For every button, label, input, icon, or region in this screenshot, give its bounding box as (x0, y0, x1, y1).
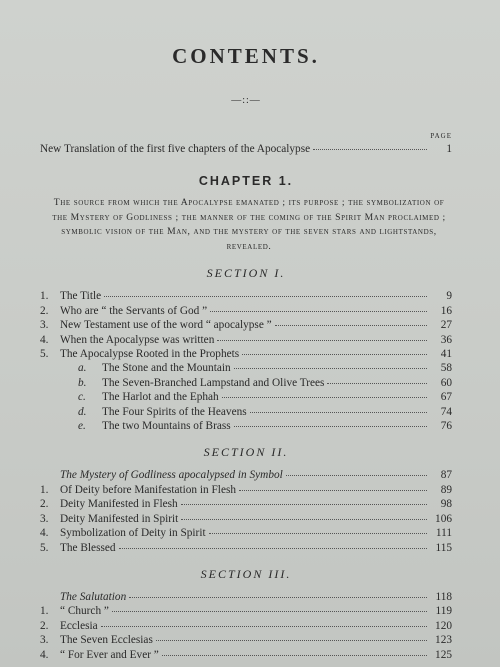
dot-leader (112, 610, 427, 612)
dot-leader (104, 295, 427, 297)
toc-entry-page: 115 (435, 541, 452, 554)
toc-entry (40, 376, 452, 390)
toc-entry-number: e. (78, 420, 86, 433)
toc-entry-page: 41 (440, 348, 452, 361)
toc-entry-number: 4. (40, 333, 49, 346)
toc-entry-number: 3. (40, 512, 49, 525)
toc-entry-number: 2. (40, 304, 49, 317)
dot-leader (162, 654, 427, 656)
dot-leader (101, 625, 427, 627)
toc-entry-label: The Seven Ecclesias (60, 634, 153, 647)
dot-leader (209, 532, 427, 534)
toc-entry-page: 118 (435, 590, 452, 603)
toc-entry (40, 648, 452, 662)
toc-entry-number: c. (78, 391, 86, 404)
toc-entry (40, 333, 452, 347)
toc-entry (40, 604, 452, 618)
toc-entry-label: Deity Manifested in Flesh (60, 498, 178, 511)
toc-entry-label: When the Apocalypse was written (60, 333, 215, 346)
section-heading: SECTION II. (203, 445, 289, 460)
section-heading: SECTION I. (206, 266, 286, 281)
toc-entry (40, 289, 452, 303)
toc-entry-page: 27 (440, 319, 452, 332)
toc-entry-label: “ Church ” (60, 605, 109, 618)
toc-entry (40, 390, 452, 404)
dot-leader (234, 425, 427, 427)
toc-entry-label: The Apocalypse Rooted in the Prophets (60, 348, 240, 361)
section-entries (40, 289, 452, 433)
toc-entry-page: 123 (435, 634, 452, 647)
toc-entry-label: The Title (60, 290, 102, 303)
toc-entry-page: 119 (435, 605, 452, 618)
toc-entry-number: 2. (40, 619, 49, 632)
chapter-heading: CHAPTER 1. (198, 174, 294, 189)
toc-entry-number: d. (78, 405, 87, 418)
toc-entry-page: 1 (446, 143, 452, 155)
toc-entry-label: “ For Ever and Ever ” (60, 648, 159, 661)
toc-entry-intro (40, 142, 452, 156)
toc-entry-page: 120 (435, 619, 452, 632)
ornament-divider: —::— (231, 95, 261, 106)
toc-entry (40, 318, 452, 332)
toc-entry (40, 590, 452, 604)
toc-entry-page: 67 (440, 391, 452, 404)
section-entries (40, 590, 452, 662)
toc-entry-number: 1. (40, 290, 49, 303)
toc-entry-page: 98 (440, 498, 452, 511)
dot-leader (181, 518, 427, 520)
toc-entry-page: 125 (435, 648, 452, 661)
toc-entry-page: 60 (440, 376, 452, 389)
dot-leader (286, 474, 427, 476)
toc-entry (40, 419, 452, 433)
page-title: CONTENTS. (172, 44, 320, 68)
toc-entry-number: 4. (40, 648, 49, 661)
toc-entry-page: 87 (440, 469, 452, 482)
dot-leader (156, 639, 427, 641)
toc-entry (40, 497, 452, 511)
toc-entry-number: 3. (40, 319, 49, 332)
toc-entry (40, 526, 452, 540)
toc-entry-number: 5. (40, 541, 49, 554)
toc-entry-label: Who are “ the Servants of God ” (60, 304, 208, 317)
toc-entry-label: Symbolization of Deity in Spirit (60, 527, 206, 540)
dot-leader (239, 489, 427, 491)
dot-leader (327, 382, 427, 384)
toc-entry (40, 541, 452, 555)
dot-leader (119, 547, 427, 549)
dot-leader (313, 148, 427, 150)
toc-entry-label: The Seven-Branched Lampstand and Olive Trees (102, 376, 325, 389)
toc-entry-number: 5. (40, 348, 49, 361)
dot-leader (210, 310, 427, 312)
toc-entry (40, 633, 452, 647)
toc-entry-number: 1. (40, 605, 49, 618)
toc-entry-number: b. (78, 376, 87, 389)
toc-entry-label: Of Deity before Manifestation in Flesh (60, 483, 237, 496)
toc-entry-label: The Salutation (60, 590, 127, 603)
toc-entry-page: 89 (440, 483, 452, 496)
toc-entry (40, 619, 452, 633)
toc-entry-label: New Translation of the first five chapters of the Apocalypse (40, 143, 311, 155)
toc-entry-label: New Testament use of the word “ apocalypse ” (60, 319, 272, 332)
page-column-label: PAGE (430, 132, 452, 140)
toc-sections (40, 266, 452, 662)
dot-leader (129, 596, 427, 598)
toc-entry (40, 468, 452, 482)
dot-leader (242, 353, 427, 355)
toc-entry-number: 3. (40, 634, 49, 647)
dot-leader (250, 411, 427, 413)
dot-leader (275, 324, 427, 326)
toc-entry-label: Ecclesia (60, 619, 98, 632)
toc-entry-label: The Blessed (60, 541, 116, 554)
toc-entry-label: The Mystery of Godliness apocalypsed in Symbol (60, 469, 283, 482)
dot-leader (181, 503, 427, 505)
toc-entry-page: 76 (440, 420, 452, 433)
toc-entry (40, 512, 452, 526)
toc-entry-page: 111 (435, 527, 452, 540)
toc-entry-page: 16 (440, 304, 452, 317)
dot-leader (217, 339, 427, 341)
toc-entry-label: The Four Spirits of the Heavens (102, 405, 247, 418)
toc-entry-label: The Harlot and the Ephah (102, 391, 219, 404)
toc-entry-number: a. (78, 362, 87, 375)
chapter-synopsis: The source from which the Apocalypse emanated ; its purpose ; the symbolization of the Mystery of Godliness ; the manner of the coming of the Spirit Man proclaimed ; symbolic vision of the Man, and the mystery of the seven stars and lightstands, revealed. (52, 197, 446, 252)
toc-entry-label: The Stone and the Mountain (102, 362, 231, 375)
toc-entry-number: 1. (40, 483, 49, 496)
toc-entry-page: 36 (440, 333, 452, 346)
toc-entry (40, 361, 452, 375)
dot-leader (234, 367, 427, 369)
toc-entry-label: The two Mountains of Brass (102, 420, 231, 433)
toc-entry (40, 304, 452, 318)
toc-entry-number: 4. (40, 527, 49, 540)
toc-entry (40, 347, 452, 361)
toc-entry (40, 405, 452, 419)
toc-entry-page: 9 (446, 290, 452, 303)
section-entries (40, 468, 452, 554)
toc-entry-page: 74 (440, 405, 452, 418)
toc-entry-number: 2. (40, 498, 49, 511)
dot-leader (222, 396, 427, 398)
toc-entry-page: 58 (440, 362, 452, 375)
toc-entry (40, 483, 452, 497)
section-heading: SECTION III. (200, 566, 292, 581)
toc-entry-label: Deity Manifested in Spirit (60, 512, 179, 525)
toc-entry-page: 106 (435, 512, 452, 525)
